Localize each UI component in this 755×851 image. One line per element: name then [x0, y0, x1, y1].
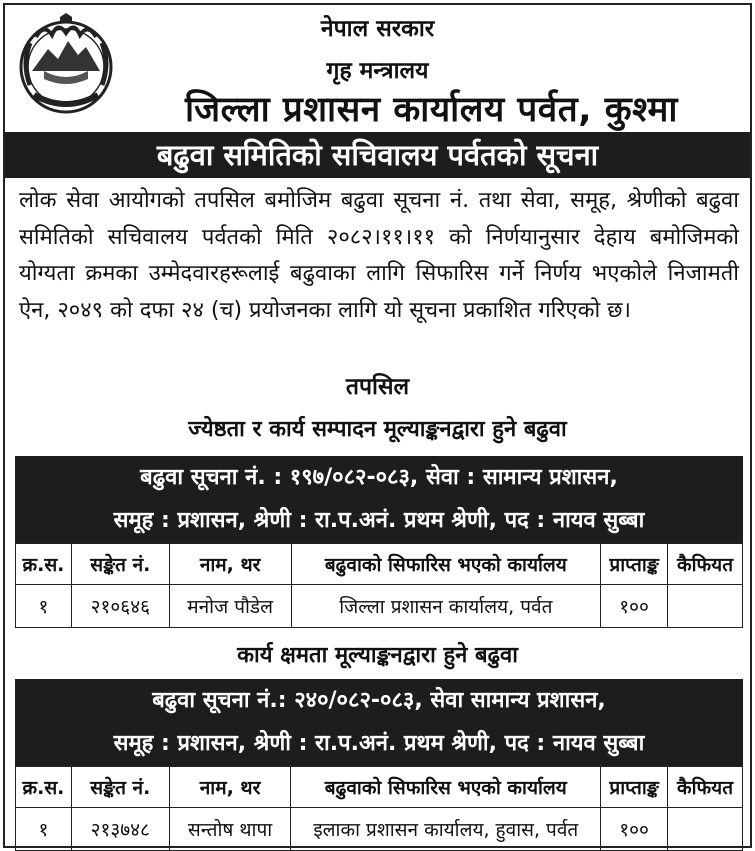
notice-paragraph: लोक सेवा आयोगको तपसिल बमोजिम बढुवा सूचना नं. तथा सेवा, समूह, श्रेणीको बढुवा समितिको सचिवालय पर्वतको मिति २०८२।११।११ को निर्णयानुसार देहाय बमोजिमको योग्यता क्रमका उम्मेदवारहरूलाई बढुवाका लागि सिफारिस गर्ने निर्णय भएकोले निजामती ऐन, २०४९ को दफा २४ (च) प्रयोजनका लागि यो सूचना प्रकाशित गरिएको छ। [19, 188, 739, 323]
col-remarks: कैफियत [668, 544, 743, 585]
section1-title: ज्येष्ठता र कार्य सम्पादन मूल्याङ्कनद्वारा हुने बढुवा [188, 417, 567, 442]
col-name: नाम, थर [169, 767, 291, 808]
section2-notice-box [15, 679, 743, 766]
cell-remarks [668, 808, 743, 851]
cell-symbol: २१०६४६ [71, 585, 169, 628]
cell-marks: १०० [601, 585, 668, 628]
section1-notice-line2: समूह : प्रशासन, श्रेणी : रा.प.अनं. प्रथम श्रेणी, पद : नायव सुब्बा [113, 508, 645, 533]
section2-table [15, 766, 743, 851]
section1-notice-box [15, 456, 743, 543]
col-sn: क्र.स. [16, 544, 72, 585]
notice-title-banner: बढुवा समितिको सचिवालय पर्वतको सूचना [5, 132, 750, 178]
col-office: बढुवाको सिफारिस भएको कार्यालय [291, 544, 601, 585]
notice-document [3, 3, 752, 848]
cell-remarks [668, 585, 743, 628]
cell-symbol: २१३७४८ [71, 808, 169, 851]
col-sn: क्र.स. [16, 767, 72, 808]
table-header-row [16, 544, 743, 585]
col-marks: प्राप्ताङ्क [601, 544, 668, 585]
table-row [16, 808, 743, 851]
col-remarks: कैफियत [668, 767, 743, 808]
col-marks: प्राप्ताङ्क [601, 767, 668, 808]
cell-sn: १ [16, 808, 72, 851]
col-office: बढुवाको सिफारिस भएको कार्यालय [291, 767, 601, 808]
cell-marks: १०० [601, 808, 668, 851]
col-name: नाम, थर [169, 544, 291, 585]
col-symbol: सङ्केत नं. [71, 767, 169, 808]
section2-title: कार्य क्षमता मूल्याङ्कनद्वारा हुने बढुवा [237, 643, 518, 668]
cell-sn: १ [16, 585, 72, 628]
cell-office: इलाका प्रशासन कार्यालय, हुवास, पर्वत [291, 808, 601, 851]
col-symbol: सङ्केत नं. [71, 544, 169, 585]
ministry-name: गृह मन्त्रालय [326, 58, 429, 84]
section2-notice-line2: समूह : प्रशासन, श्रेणी : रा.प.अनं. प्रथम श्रेणी, पद : नायव सुब्बा [113, 731, 645, 756]
office-name: जिल्ला प्रशासन कार्यालय पर्वत, कुश्मा [185, 90, 678, 130]
cell-name: सन्तोष थापा [169, 808, 291, 851]
section1-table [15, 543, 743, 628]
section1-notice-line1: बढुवा सूचना नं. : १९७/०८२-०८३, सेवा : सामान्य प्रशासन, [140, 465, 618, 490]
header [5, 5, 750, 129]
table-header-row [16, 767, 743, 808]
section2-notice-line1: बढुवा सूचना नं.: २४०/०८२-०८३, सेवा सामान्य प्रशासन, [152, 688, 606, 713]
cell-name: मनोज पौडेल [169, 585, 291, 628]
table-row [16, 585, 743, 628]
government-name: नेपाल सरकार [320, 16, 435, 42]
cell-office: जिल्ला प्रशासन कार्यालय, पर्वत [291, 585, 601, 628]
tapasil-heading: तपसिल [345, 374, 410, 400]
